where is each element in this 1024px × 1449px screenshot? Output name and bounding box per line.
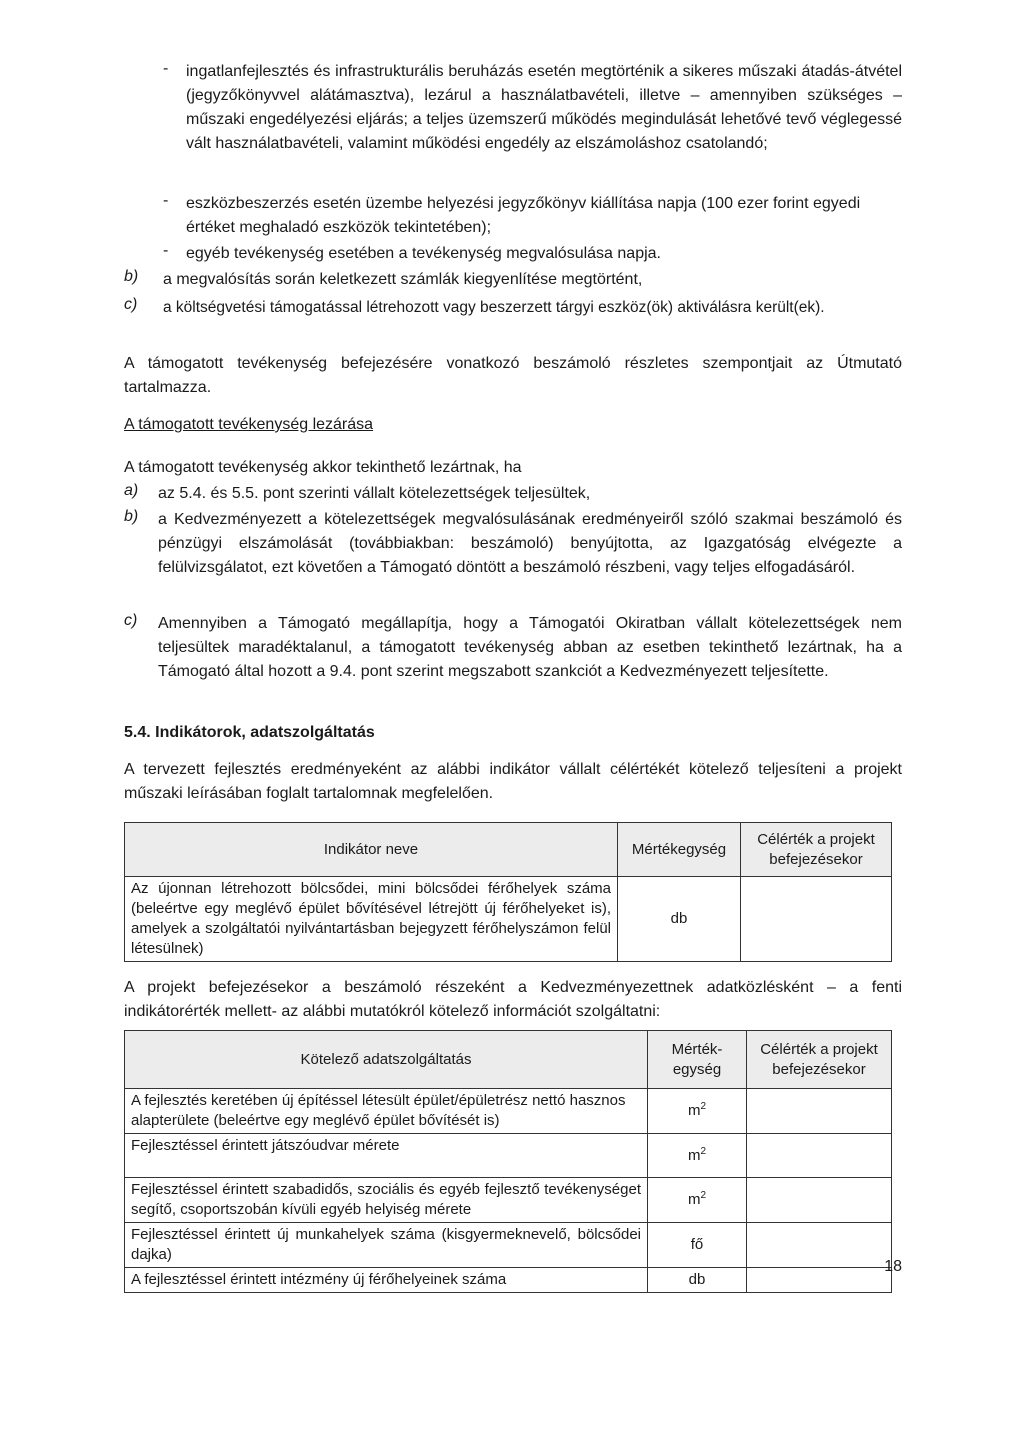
table-header-cell: Kötelező adatszolgáltatás — [125, 1031, 648, 1089]
section-paragraph: A tervezett fejlesztés eredményeként az alábbi indikátor vállalt célértékét kötelező teljesíteni a projekt műszaki leírásában foglalt tartalomnak megfelelően. — [124, 761, 902, 802]
list-item: a megvalósítás során keletkezett számlák kiegyenlítése megtörtént, — [163, 271, 643, 288]
table-cell-target — [747, 1178, 892, 1223]
table-cell-target — [747, 1089, 892, 1134]
table-cell-name: Az újonnan létrehozott bölcsődei, mini bölcsődei férőhelyek száma (beleértve egy meglévő épület bővítésével létrejött új férőhelyeket is), amelyek a szolgáltatói nyilvántartásban bejegyzett férőhelyszámon felül létesülnek) — [125, 877, 618, 962]
table-header-cell: Célérték a projekt befejezésekor — [747, 1031, 892, 1089]
unit-text: fő — [690, 1236, 704, 1253]
list-label: c) — [124, 612, 138, 629]
list-item: a költségvetési támogatással létrehozott vagy beszerzett tárgyi eszköz(ök) aktiválásra került(ek). — [163, 299, 825, 316]
table-header-cell: Mértékegység — [618, 823, 741, 877]
bullet-dash: - — [163, 60, 169, 77]
table-cell-unit — [648, 1223, 747, 1268]
list-label: a) — [124, 482, 139, 499]
table-cell-name: A fejlesztés keretében új építéssel létesült épület/épületrész nettó hasznos alapterülete (beleértve egy meglévő épület bővítését is) — [125, 1089, 648, 1134]
table-cell-target — [747, 1134, 892, 1178]
table-cell-unit — [648, 1089, 747, 1134]
subheading-closure: A támogatott tevékenység lezárása — [124, 416, 374, 433]
bullet-item: egyéb tevékenység esetében a tevékenység megvalósulása napja. — [186, 245, 661, 262]
table-header-cell: Célérték a projekt befejezésekor — [741, 823, 892, 877]
unit-sup: 2 — [700, 1145, 707, 1157]
table-header-cell: Indikátor neve — [125, 823, 618, 877]
table-cell-unit — [648, 1268, 747, 1293]
table-cell-target — [741, 877, 892, 962]
data-table — [124, 1030, 892, 1293]
bullet-dash: - — [163, 242, 169, 259]
unit-text: m — [687, 1102, 701, 1119]
table-cell-unit: db — [618, 877, 741, 962]
unit-text: db — [688, 1271, 706, 1288]
list-item: Amennyiben a Támogató megállapítja, hogy a Támogatói Okiratban vállalt kötelezettségek nem teljesültek maradéktalanul, a támogatott tevékenység abban az esetben tekinthető lezártnak, ha a Támogató által hozott a 9.4. pont szerint megszabott szankciót a Kedvezményezett teljesítette. — [158, 615, 902, 680]
unit-sup: 2 — [700, 1190, 707, 1201]
table-cell-name: Fejlesztéssel érintett játszóudvar mérete — [125, 1134, 648, 1178]
table-cell-target — [747, 1223, 892, 1268]
table-cell-unit — [648, 1178, 747, 1223]
table-cell-name: A fejlesztéssel érintett intézmény új férőhelyeinek száma — [125, 1268, 648, 1293]
list-item: a Kedvezményezett a kötelezettségek megvalósulásának eredményeiről szóló szakmai beszámoló és pénzügyi elszámolását (továbbiakban: beszámoló) benyújtotta, az Igazgatóság elvégezte a felülvizsgálatot, ezt követően a Támogató döntött a beszámoló részbeni, vagy teljes elfogadásáról. — [158, 511, 902, 576]
unit-sup: 2 — [700, 1101, 707, 1112]
list-label: b) — [124, 508, 139, 525]
list-label: b) — [124, 268, 139, 285]
bullet-dash: - — [163, 192, 169, 209]
paragraph-report: A támogatott tevékenység befejezésére vonatkozó beszámoló részletes szempontjait az Útmutató tartalmazza. — [124, 355, 902, 396]
table-cell-name: Fejlesztéssel érintett új munkahelyek száma (kisgyermeknevelő, bölcsődei dajka) — [125, 1223, 648, 1268]
data-paragraph: A projekt befejezésekor a beszámoló részeként a Kedvezményezettnek adatközlésként – a fenti indikátorérték mellett- az alábbi mutatókról kötelező információt szolgáltatni: — [124, 979, 902, 1020]
table-header-cell: Mérték-egység — [648, 1031, 747, 1089]
list-item: az 5.4. és 5.5. pont szerinti vállalt kötelezettségek teljesültek, — [158, 485, 591, 502]
indicator-table — [124, 822, 892, 962]
closure-intro: A támogatott tevékenység akkor tekinthető lezártnak, ha — [124, 459, 522, 476]
section-heading: 5.4. Indikátorok, adatszolgáltatás — [124, 724, 375, 741]
table-cell-target — [747, 1268, 892, 1293]
table-cell-unit — [648, 1134, 747, 1178]
table-cell-name: Fejlesztéssel érintett szabadidős, szociális és egyéb fejlesztő tevékenységet segítő, csoportszobán kívüli egyéb helyiség mérete — [125, 1178, 648, 1223]
bullet-item: ingatlanfejlesztés és infrastrukturális beruházás esetén megtörténik a sikeres műszaki átadás-átvétel (jegyzőkönyvvel alátámasztva), lezárul a használatbavételi, illetve – amennyiben szükséges – műszaki engedélyezési eljárás; a teljes üzemszerű működés megindulását lehetővé tevő véglegessé vált használatbavételi, valamint működési engedély az elszámoláshoz csatolandó; — [186, 63, 902, 152]
unit-text: m — [687, 1146, 701, 1164]
page-number: 18 — [884, 1258, 902, 1275]
bullet-item: eszközbeszerzés esetén üzembe helyezési jegyzőkönyv kiállítása napja (100 ezer forint egyedi értéket meghaladó eszközök tekintetében); — [186, 195, 861, 236]
list-label: c) — [124, 296, 138, 313]
unit-text: m — [687, 1191, 701, 1208]
